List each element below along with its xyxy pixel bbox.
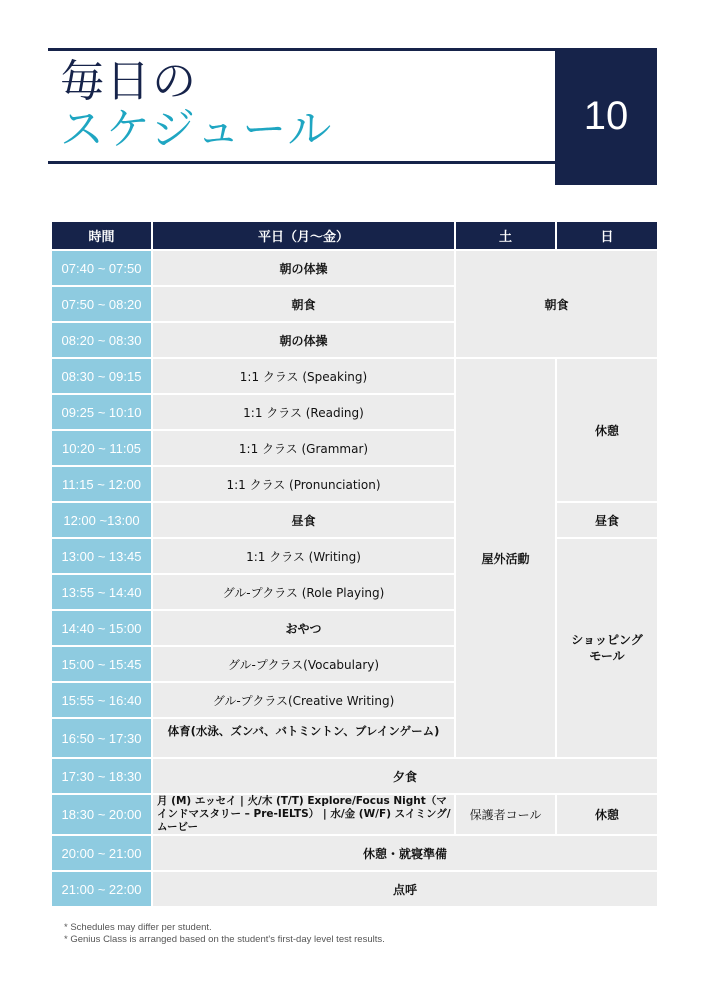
weekday-cell: 昼食 xyxy=(152,502,455,538)
header-time: 時間 xyxy=(51,221,152,250)
weekday-cell: グル-プクラス(Vocabulary) xyxy=(152,646,455,682)
table-row xyxy=(51,502,658,538)
table-row xyxy=(51,794,658,835)
table-row xyxy=(51,871,658,907)
time-cell: 07:40 ~ 07:50 xyxy=(51,250,152,286)
sunday-cell: 休憩 xyxy=(556,794,658,835)
weekday-cell: 月 (M) エッセイ | 火/木 (T/T) Explore/Focus Night（マインドマスタリー – Pre-IELTS） | 水/金 (W/F) スイミング/ムービー xyxy=(152,794,455,835)
header-sunday: 日 xyxy=(556,221,658,250)
weekday-cell: グル-プクラス(Creative Writing) xyxy=(152,682,455,718)
time-cell: 13:00 ~ 13:45 xyxy=(51,538,152,574)
time-cell: 08:20 ~ 08:30 xyxy=(51,322,152,358)
page-number-badge xyxy=(555,48,657,185)
time-cell: 12:00 ~13:00 xyxy=(51,502,152,538)
table-header-row xyxy=(51,221,658,250)
time-cell: 09:25 ~ 10:10 xyxy=(51,394,152,430)
footnote: * Schedules may differ per student. xyxy=(64,922,212,933)
table-row xyxy=(51,250,658,286)
time-cell: 20:00 ~ 21:00 xyxy=(51,835,152,871)
time-cell: 13:55 ~ 14:40 xyxy=(51,574,152,610)
header-saturday: 土 xyxy=(455,221,556,250)
saturday-cell: 保護者コール xyxy=(455,794,556,835)
weekday-cell: 1:1 クラス (Writing) xyxy=(152,538,455,574)
table-row xyxy=(51,758,658,794)
time-cell: 15:00 ~ 15:45 xyxy=(51,646,152,682)
weekday-cell: 朝の体操 xyxy=(152,322,455,358)
weekday-cell: グル-プクラス (Role Playing) xyxy=(152,574,455,610)
table-row xyxy=(51,835,658,871)
time-cell: 11:15 ~ 12:00 xyxy=(51,466,152,502)
sunday-shopping-cell: ショッピング モール xyxy=(556,538,658,758)
sunday-rest-cell: 休憩 xyxy=(556,358,658,502)
footnote: * Genius Class is arranged based on the student's first-day level test results. xyxy=(64,934,385,945)
weekday-cell: おやつ xyxy=(152,610,455,646)
sunday-lunch-cell: 昼食 xyxy=(556,502,658,538)
weekday-cell: 1:1 クラス (Pronunciation) xyxy=(152,466,455,502)
time-cell: 08:30 ~ 09:15 xyxy=(51,358,152,394)
weekday-cell: 1:1 クラス (Speaking) xyxy=(152,358,455,394)
header-top-rule xyxy=(48,48,556,51)
time-cell: 10:20 ~ 11:05 xyxy=(51,430,152,466)
time-cell: 14:40 ~ 15:00 xyxy=(51,610,152,646)
weekday-cell: 1:1 クラス (Grammar) xyxy=(152,430,455,466)
time-cell: 21:00 ~ 22:00 xyxy=(51,871,152,907)
page-title-line1: 毎日の xyxy=(60,56,198,107)
footnotes xyxy=(64,922,385,946)
time-cell: 18:30 ~ 20:00 xyxy=(51,794,152,835)
time-cell: 16:50 ~ 17:30 xyxy=(51,718,152,758)
time-cell: 17:30 ~ 18:30 xyxy=(51,758,152,794)
weekday-cell: 朝の体操 xyxy=(152,250,455,286)
schedule-table xyxy=(50,220,659,908)
table-row xyxy=(51,358,658,394)
page-number: 10 xyxy=(583,94,629,138)
weekday-cell: 体育(水泳、ズンバ、バトミントン、ブレインゲーム) xyxy=(152,718,455,758)
roll-call-cell: 点呼 xyxy=(152,871,658,907)
table-row xyxy=(51,538,658,574)
header-bottom-rule xyxy=(48,161,556,164)
dinner-cell: 夕食 xyxy=(152,758,658,794)
weekend-breakfast-cell: 朝食 xyxy=(455,250,658,358)
time-cell: 07:50 ~ 08:20 xyxy=(51,286,152,322)
rest-cell: 休憩・就寝準備 xyxy=(152,835,658,871)
saturday-outdoor-cell: 屋外活動 xyxy=(455,358,556,758)
weekday-cell: 1:1 クラス (Reading) xyxy=(152,394,455,430)
time-cell: 15:55 ~ 16:40 xyxy=(51,682,152,718)
weekday-cell: 朝食 xyxy=(152,286,455,322)
header-weekday: 平日（月〜金） xyxy=(152,221,455,250)
page-title-line2: スケジュール xyxy=(60,104,334,155)
